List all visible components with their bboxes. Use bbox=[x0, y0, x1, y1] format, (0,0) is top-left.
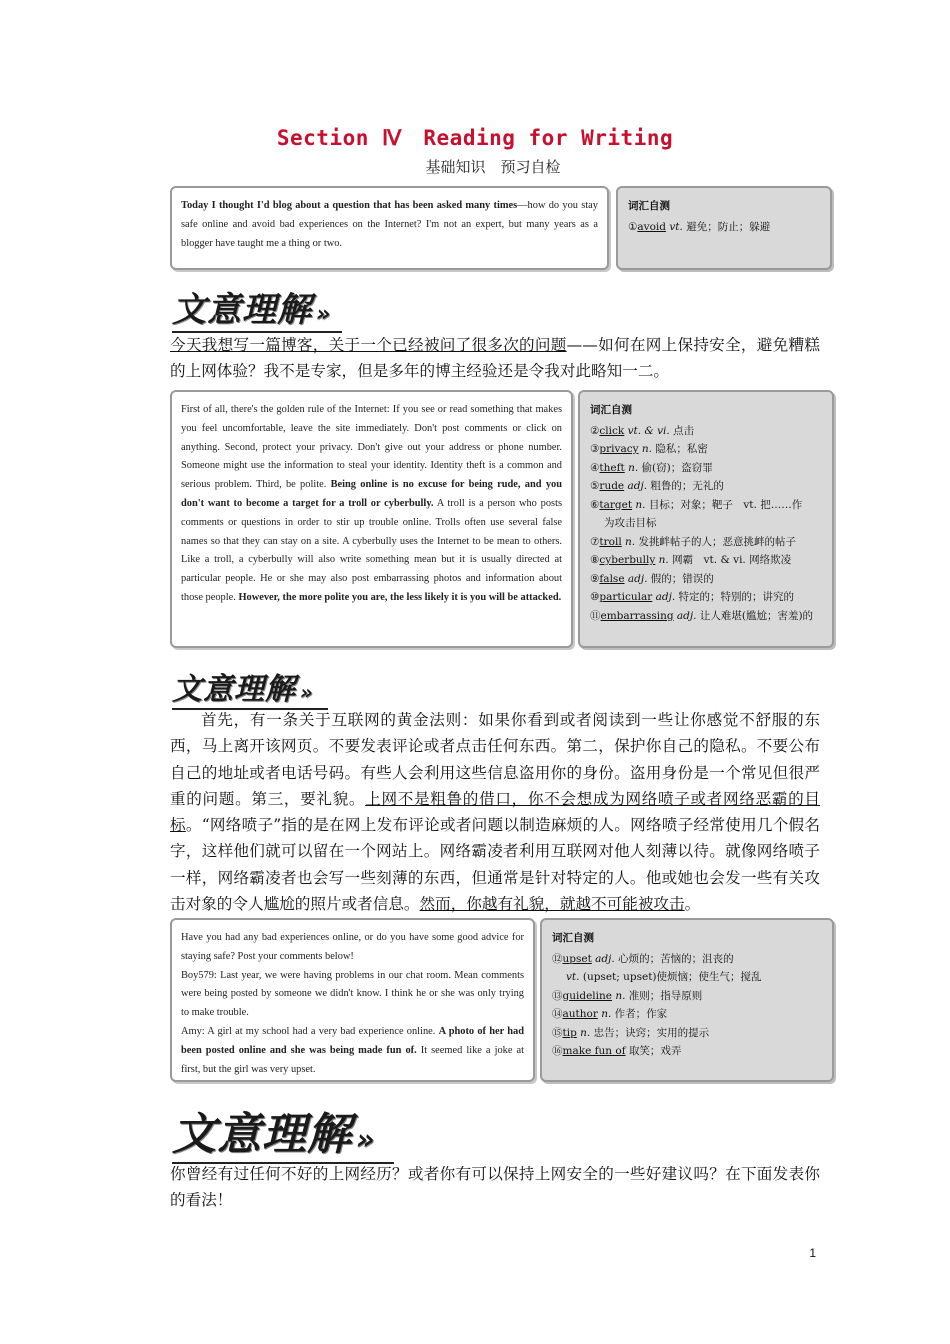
vocab-item bbox=[590, 514, 824, 533]
vocab-heading: 词汇自测 bbox=[628, 200, 670, 212]
text-run: 上网不是粗鲁的借口，你不会想成为网络喷子或者网络恶霸的目标 bbox=[170, 789, 820, 835]
vocab-meaning: 网霸 vt. & vi. 网络欺凌 bbox=[672, 554, 792, 566]
vocab-number: ② bbox=[590, 424, 600, 437]
vocab-meaning: 忠告；诀窍；实用的提示 bbox=[593, 1026, 710, 1039]
vocab-item bbox=[590, 551, 824, 570]
vocab-term: tip bbox=[562, 1026, 577, 1039]
vocab-number: ⑫ bbox=[552, 952, 563, 965]
vocab-number: ⑭ bbox=[552, 1008, 563, 1020]
vocab-number: ① bbox=[628, 220, 638, 233]
vocab-box-1 bbox=[616, 186, 832, 270]
english-passage-3 bbox=[170, 918, 535, 1082]
english-passage-2 bbox=[170, 390, 573, 648]
text-run: 然而，你越有礼貌，就越不可能被攻击 bbox=[419, 895, 685, 914]
banner-label: 文意理解 bbox=[172, 290, 312, 330]
vocab-number: ④ bbox=[590, 461, 600, 474]
vocab-item bbox=[590, 607, 824, 626]
text-run: A troll is a person who posts comments or questions in order to stir up trouble online. Trolls often use several false names so that they can stay on a site. A cyberbully uses the Internet to be mean to others. Like a troll, a cyberbully will also write something mean but it is usually directed at particular people. He or she may also post embarrassing photos and information about those people. bbox=[181, 497, 562, 603]
vocab-item bbox=[590, 533, 824, 552]
vocab-pos: n. bbox=[601, 1008, 612, 1020]
vocab-item bbox=[552, 1024, 824, 1043]
section-banner-2 bbox=[172, 664, 328, 710]
english-passage-1 bbox=[170, 186, 609, 270]
vocab-number: ⑪ bbox=[590, 609, 601, 622]
vocab-term: particular bbox=[599, 591, 653, 603]
vocab-number: ⑧ bbox=[590, 554, 600, 566]
vocab-item bbox=[590, 477, 824, 496]
vocab-item bbox=[552, 1005, 824, 1024]
vocab-pos: n. bbox=[628, 461, 639, 474]
vocab-pos: n. bbox=[635, 498, 646, 511]
page-subtitle: 基础知识 预习自检 bbox=[425, 158, 561, 176]
vocab-pos: adj. bbox=[676, 609, 697, 622]
vocab-term: theft bbox=[599, 461, 625, 474]
vocab-pos: vt. bbox=[566, 971, 580, 983]
vocab-term: rude bbox=[599, 480, 625, 492]
vocab-term: embarrassing bbox=[600, 609, 674, 622]
vocab-term: target bbox=[599, 498, 633, 511]
vocab-term: guideline bbox=[562, 989, 612, 1002]
text-run: Have you had any bad experiences online, or do you have some good advice for staying safe? Post your comments below! bbox=[181, 932, 524, 962]
vocab-item bbox=[552, 987, 824, 1006]
chinese-translation-3 bbox=[170, 1161, 820, 1214]
vocab-meaning: 取笑；戏弄 bbox=[628, 1045, 682, 1057]
chevron-right-icon: » bbox=[356, 1122, 373, 1156]
vocab-number: ⑨ bbox=[590, 572, 600, 585]
chinese-translation-1 bbox=[170, 332, 820, 385]
vocab-meaning: 准则；指导原则 bbox=[628, 989, 703, 1002]
vocab-meaning: 作者；作家 bbox=[614, 1008, 668, 1020]
text-run: 。“网络喷子”指的是在网上发布评论或者问题以制造麻烦的人。网络喷子经常使用几个假名字，这样他们就可以留在一个网站上。网络霸凌者利用互联网对他人刻薄以待。就像网络喷子一样，网络霸凌者也会写一些刻薄的东西，但通常是针对特定的人。他或她也会发一些有关攻击对象的令人尴尬的照片或者信息。 bbox=[170, 816, 820, 914]
chinese-translation-2 bbox=[170, 707, 820, 917]
vocab-item bbox=[552, 968, 824, 987]
text-run: Today I thought I'd blog about a question that has been asked many times bbox=[181, 200, 518, 211]
text-run: 。 bbox=[684, 895, 701, 914]
vocab-item bbox=[552, 1042, 824, 1061]
text-run: Boy579: Last year, we were having problems in our chat room. Mean comments were being posted by someone we didn't know. I think he or she was only trying to make trouble. bbox=[181, 969, 524, 1019]
section-banner-3 bbox=[172, 1098, 394, 1164]
text-run: Amy: A girl at my school had a very bad experience online. bbox=[181, 1025, 436, 1037]
vocab-term: upset bbox=[562, 952, 592, 965]
vocab-pos: adj. bbox=[655, 591, 676, 603]
vocab-box-2 bbox=[578, 390, 834, 648]
vocab-pos: n. bbox=[615, 989, 626, 1002]
vocab-meaning: 隐私；私密 bbox=[655, 443, 708, 455]
vocab-number: ⑥ bbox=[590, 498, 600, 511]
vocab-pos: vt. & vi. bbox=[627, 424, 670, 437]
text-run: It seemed like a joke at first, but the girl was very upset. bbox=[181, 1044, 524, 1075]
vocab-meaning: 粗鲁的；无礼的 bbox=[650, 480, 724, 492]
vocab-heading: 词汇自测 bbox=[552, 932, 594, 944]
vocab-term: cyberbully bbox=[599, 554, 656, 566]
vocab-term: author bbox=[562, 1008, 598, 1020]
vocab-meaning: 心烦的；苦恼的；沮丧的 bbox=[618, 952, 734, 965]
vocab-pos: n. bbox=[658, 554, 669, 566]
vocab-item bbox=[590, 570, 824, 589]
vocab-meaning: 目标；对象；靶子 vt. 把……作 bbox=[648, 498, 803, 511]
vocab-number: ③ bbox=[590, 443, 600, 455]
vocab-meaning: 发挑衅帖子的人；恶意挑衅的帖子 bbox=[638, 535, 796, 548]
vocab-term: make fun of bbox=[562, 1045, 626, 1057]
vocab-pos: adj. bbox=[595, 952, 615, 965]
vocab-term: avoid bbox=[637, 220, 667, 233]
text-run: 今天我想写一篇博客，关于一个已经被问了很多次的问题 bbox=[170, 336, 567, 354]
vocab-meaning: 为攻击目标 bbox=[604, 517, 657, 529]
vocab-item bbox=[590, 440, 824, 459]
vocab-meaning: (upset; upset)使烦恼；使生气；搅乱 bbox=[582, 971, 762, 983]
chevron-right-icon: » bbox=[300, 681, 311, 704]
vocab-meaning: 特定的；特别的；讲究的 bbox=[678, 591, 795, 603]
vocab-number: ⑤ bbox=[590, 480, 600, 492]
vocab-number: ⑦ bbox=[590, 535, 600, 548]
banner-label: 文意理解 bbox=[172, 1109, 352, 1160]
vocab-pos: n. bbox=[580, 1026, 591, 1039]
vocab-item bbox=[590, 496, 824, 515]
banner-label: 文意理解 bbox=[172, 672, 296, 707]
text-run: Being online is no excuse for being rude, and you don't want to become a target for a troll or cyberbully. bbox=[181, 479, 562, 509]
vocab-item bbox=[590, 459, 824, 478]
vocab-pos: adj. bbox=[627, 480, 648, 492]
text-run: First of all, there's the golden rule of the Internet: If you see or read something that makes you feel uncomfortable, leave the site immediately. Don't post comments or click on anything. Second, protect your privacy. Don't give out your address or phone number. Someone might use the information to steal your identity. Identity theft is a common and serious problem. Third, be polite. bbox=[181, 404, 562, 491]
vocab-pos: adj. bbox=[627, 572, 648, 585]
vocab-meaning: 让人难堪(尴尬；害羞)的 bbox=[699, 609, 814, 622]
page-number: 1 bbox=[809, 1246, 816, 1260]
vocab-term: troll bbox=[599, 535, 622, 548]
text-run: 首先，有一条关于互联网的黄金法则：如果你看到或者阅读到一些让你感觉不舒服的东西，马上离开该网页。不要发表评论或者点击任何东西。第二，保护你自己的隐私。不要公布自己的地址或者电话号码。有些人会利用这些信息盗用你的身份。盗用身份是一个常见但很严重的问题。第三，要礼貌。 bbox=[170, 711, 820, 808]
chevron-right-icon: » bbox=[316, 301, 329, 327]
text-run: However, the more polite you are, the less likely it is you will be attacked. bbox=[238, 591, 562, 603]
vocab-pos: vt. bbox=[669, 220, 683, 233]
text-run: ——如何在网上保持安全，避免糟糕的上网体验？我不是专家，但是多年的博主经验还是令我对此略知一二。 bbox=[170, 336, 820, 381]
vocab-meaning: 点击 bbox=[673, 424, 695, 437]
text-run: —how do you stay safe online and avoid bad experiences on the Internet? I'm not an expert, but many years as a blogger have taught me a thing or two. bbox=[181, 200, 598, 249]
section-banner-1 bbox=[172, 282, 342, 333]
vocab-pos: n. bbox=[625, 535, 636, 548]
vocab-meaning: 偷(窃)；盗窃罪 bbox=[641, 461, 713, 474]
vocab-meaning: 假的；错误的 bbox=[650, 572, 714, 585]
page-title: Section Ⅳ Reading for Writing bbox=[276, 126, 674, 150]
vocab-item bbox=[628, 218, 822, 237]
vocab-pos: n. bbox=[641, 443, 652, 455]
vocab-number: ⑯ bbox=[552, 1045, 563, 1057]
vocab-box-3 bbox=[540, 918, 834, 1082]
vocab-number: ⑩ bbox=[590, 591, 600, 603]
vocab-meaning: 避免；防止；躲避 bbox=[686, 220, 771, 233]
vocab-item bbox=[552, 950, 824, 969]
text-run: 你曾经有过任何不好的上网经历？或者你有可以保持上网安全的一些好建议吗？在下面发表你的看法！ bbox=[170, 1165, 820, 1210]
text-run: A photo of her had been posted online and she was being made fun of. bbox=[181, 1025, 524, 1056]
vocab-term: privacy bbox=[599, 443, 639, 455]
vocab-number: ⑬ bbox=[552, 989, 563, 1002]
vocab-heading: 词汇自测 bbox=[590, 404, 632, 416]
vocab-term: false bbox=[599, 572, 625, 585]
vocab-term: click bbox=[599, 424, 625, 437]
vocab-number: ⑮ bbox=[552, 1026, 563, 1039]
vocab-item bbox=[590, 422, 824, 441]
vocab-item bbox=[590, 588, 824, 607]
